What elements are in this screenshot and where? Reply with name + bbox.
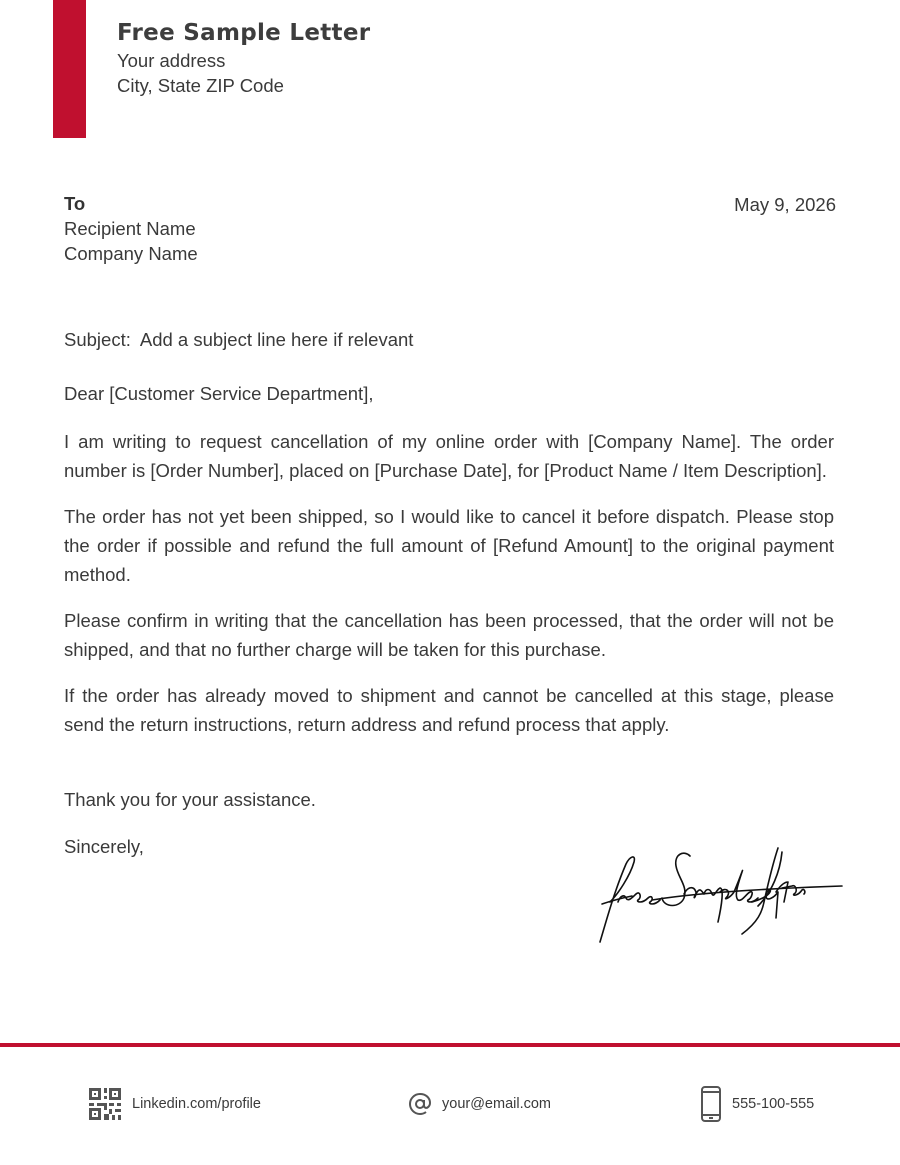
phone-text[interactable]: 555-100-555 — [732, 1096, 815, 1112]
greeting: Dear [Customer Service Department], — [64, 383, 374, 404]
body-paragraph: Please confirm in writing that the cancellation has been processed, that the order will not be shipped, and that no further charge will be taken for this purchase. — [64, 610, 834, 660]
recipient-block — [64, 191, 198, 266]
thanks-line: Thank you for your assistance. — [64, 789, 316, 810]
letter-date: May 9, 2026 — [734, 194, 836, 215]
at-sign-icon — [408, 1092, 432, 1116]
recipient-company: Company Name — [64, 243, 198, 264]
sender-name: Free Sample Letter — [117, 20, 371, 46]
signature — [592, 842, 848, 952]
body-paragraph: I am writing to request cancellation of my online order with [Company Name]. The order number is [Order Number], placed on [Purchase Date], for [Product Name / Item Description]. — [64, 431, 834, 481]
footer-linkedin — [88, 1084, 261, 1124]
subject-label: Subject: — [64, 329, 131, 350]
linkedin-text[interactable]: Linkedin.com/profile — [132, 1096, 261, 1112]
qr-code-icon — [88, 1087, 122, 1121]
subject-text: Add a subject line here if relevant — [139, 329, 414, 350]
footer-divider — [0, 1043, 900, 1047]
sender-block — [117, 18, 370, 98]
mobile-phone-icon — [700, 1086, 722, 1122]
recipient-name: Recipient Name — [64, 218, 196, 239]
body-paragraph: If the order has already moved to shipment and cannot be cancelled at this stage, please send the return instructions, return address and refund process that apply. — [64, 685, 834, 735]
footer-email — [408, 1084, 551, 1124]
accent-bar — [53, 0, 86, 138]
closing-line: Sincerely, — [64, 836, 144, 857]
sender-address: Your address — [117, 50, 226, 71]
body-paragraph: The order has not yet been shipped, so I would like to cancel it before dispatch. Please stop the order if possible and refund the full amount of [Refund Amount] to the original payment method. — [64, 506, 834, 585]
sender-city: City, State ZIP Code — [117, 75, 284, 96]
letter-body — [64, 427, 834, 756]
to-label: To — [64, 193, 86, 214]
footer-phone — [700, 1084, 814, 1124]
subject-line — [64, 327, 413, 352]
email-text[interactable]: your@email.com — [442, 1096, 551, 1112]
